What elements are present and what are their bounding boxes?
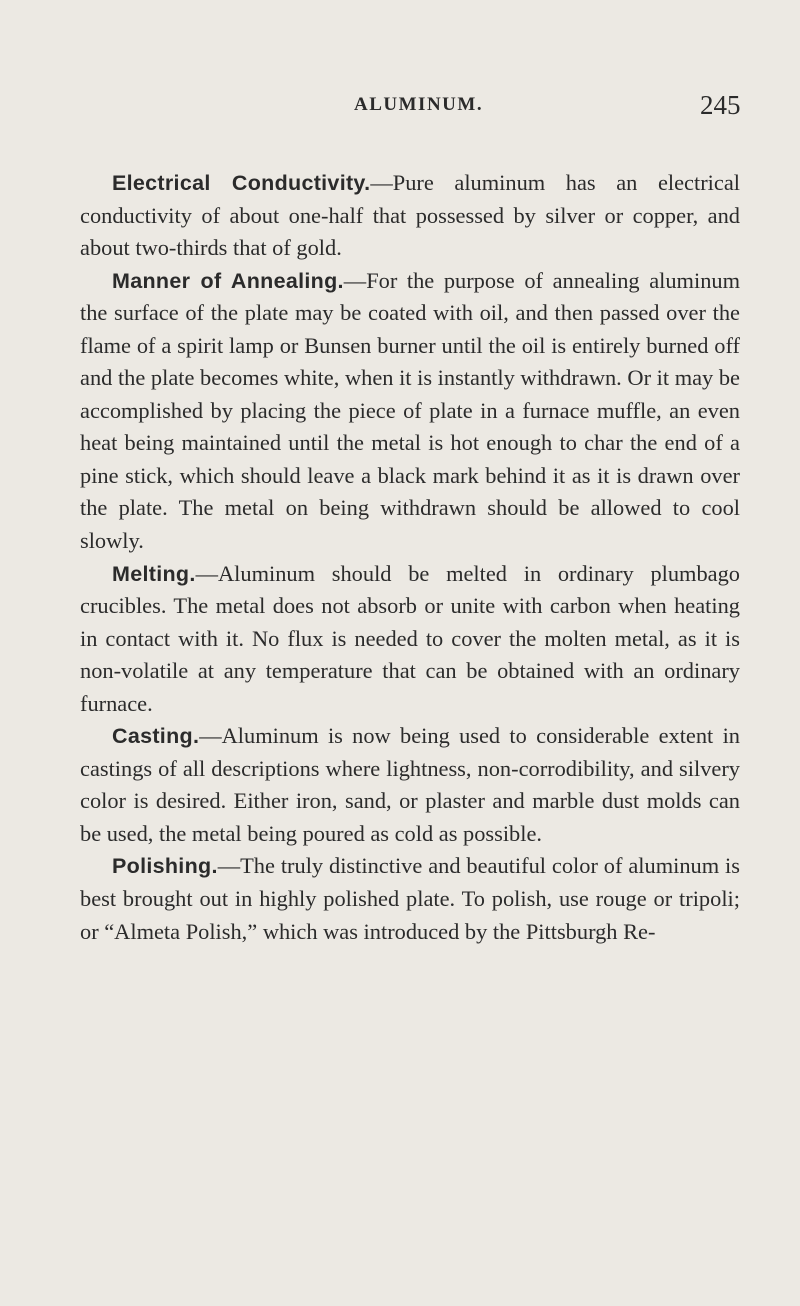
paragraph-casting: [80, 720, 740, 850]
paragraph-text: —Aluminum is now being used to considerable extent in castings of all descriptions where lightness, non-corrodibility, and silvery color is desired. Either iron, sand, or plaster and marble dust molds can be used, the metal being poured as cold as possible.: [80, 723, 740, 846]
running-head-title: ALUMINUM.: [354, 94, 484, 115]
section-heading: Electrical Conductivity.: [112, 171, 371, 195]
paragraph-text: —Pure aluminum has an electrical conductivity of about one-half that possessed by silver or copper, and about two-thirds that of gold.: [80, 170, 740, 261]
paragraph-electrical-conductivity: [80, 167, 740, 265]
body-text: [80, 167, 740, 948]
paragraph-text: —Aluminum should be melted in ordinary plumbago crucibles. The metal does not absorb or unite with carbon when heating in contact with it. No flux is needed to cover the molten metal, as it is non-volatile at any temperature that can be obtained with an ordinary furnace.: [80, 560, 740, 716]
section-heading: Manner of Annealing.: [112, 268, 344, 293]
paragraph-polishing: [80, 850, 740, 948]
section-heading: Melting.: [112, 561, 196, 586]
paragraph-text: —For the purpose of annealing aluminum the surface of the plate may be coated with oil, and then passed over the flame of a spirit lamp or Bunsen burner until the oil is entirely burned off and the plate becomes white, when it is instantly withdrawn. Or it may be accomplished by placing the piece of plate in a furnace muffle, an even heat being maintained until the metal is hot enough to char the end of a pine stick, which should leave a black mark behind it as it is drawn over the plate. The metal on being withdrawn should be allowed to cool slowly.: [80, 267, 740, 554]
section-heading: Casting.: [112, 724, 200, 749]
page-number: 245: [700, 90, 741, 120]
running-head: [0, 88, 800, 128]
paragraph-melting: [80, 558, 740, 721]
section-heading: Polishing.: [112, 854, 218, 879]
paragraph-text: —The truly distinctive and beautiful color of aluminum is best brought out in highly polished plate. To polish, use rouge or tripoli; or “Almeta Polish,” which was introduced by the Pittsburgh Re-: [80, 853, 740, 944]
paragraph-manner-of-annealing: [80, 265, 740, 558]
